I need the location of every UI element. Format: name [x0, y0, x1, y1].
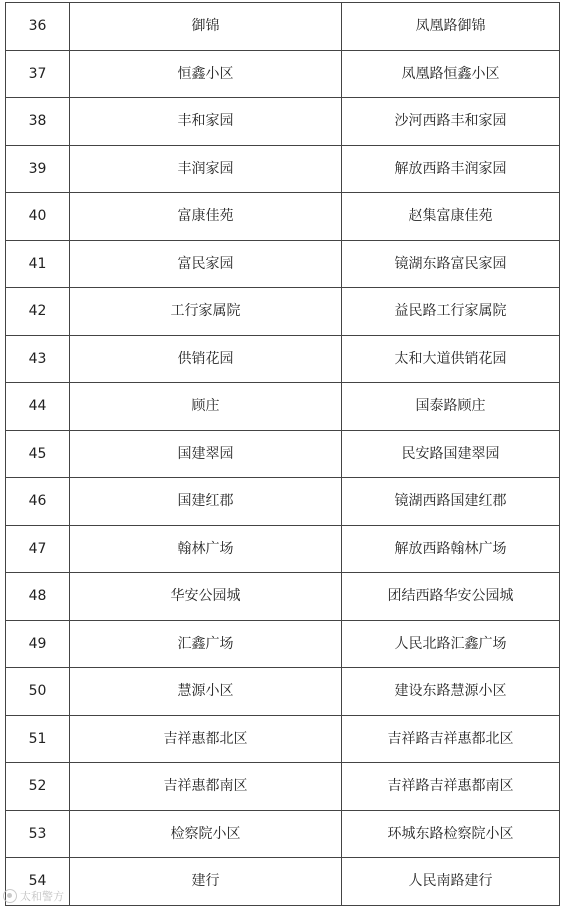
row-number: 38: [6, 98, 70, 146]
row-number: 41: [6, 240, 70, 288]
community-address: 人民北路汇鑫广场: [342, 620, 560, 668]
row-number: 44: [6, 383, 70, 431]
community-address: 镜湖东路富民家园: [342, 240, 560, 288]
table-row: [6, 3, 560, 51]
community-address: 镜湖西路国建红郡: [342, 478, 560, 526]
community-address: 沙河西路丰和家园: [342, 98, 560, 146]
community-name: 国建翠园: [70, 430, 342, 478]
table-row: [6, 335, 560, 383]
community-address: 凤凰路恒鑫小区: [342, 50, 560, 98]
community-name: 建行: [70, 858, 342, 906]
table-row: [6, 715, 560, 763]
community-name: 御锦: [70, 3, 342, 51]
table-row: [6, 525, 560, 573]
row-number: 51: [6, 715, 70, 763]
community-name: 华安公园城: [70, 573, 342, 621]
community-address: 吉祥路吉祥惠都南区: [342, 763, 560, 811]
community-name: 供销花园: [70, 335, 342, 383]
watermark-logo-icon: [3, 889, 17, 903]
community-address: 凤凰路御锦: [342, 3, 560, 51]
row-number: 36: [6, 3, 70, 51]
community-name: 顾庄: [70, 383, 342, 431]
community-address: 建设东路慧源小区: [342, 668, 560, 716]
row-number: 43: [6, 335, 70, 383]
row-number: 53: [6, 810, 70, 858]
row-number: 47: [6, 525, 70, 573]
row-number: 45: [6, 430, 70, 478]
table-row: [6, 145, 560, 193]
community-address: 人民南路建行: [342, 858, 560, 906]
table-row: [6, 668, 560, 716]
row-number: 37: [6, 50, 70, 98]
community-address: 解放西路翰林广场: [342, 525, 560, 573]
community-name: 吉祥惠都北区: [70, 715, 342, 763]
community-address: 吉祥路吉祥惠都北区: [342, 715, 560, 763]
community-name: 翰林广场: [70, 525, 342, 573]
community-name: 工行家属院: [70, 288, 342, 336]
table-row: [6, 620, 560, 668]
table-row: [6, 193, 560, 241]
community-name: 国建红郡: [70, 478, 342, 526]
community-name: 富康佳苑: [70, 193, 342, 241]
community-address: 解放西路丰润家园: [342, 145, 560, 193]
community-name: 丰和家园: [70, 98, 342, 146]
table-row: [6, 858, 560, 906]
table-row: [6, 763, 560, 811]
community-address: 国泰路顾庄: [342, 383, 560, 431]
watermark-text: 太和警方: [20, 890, 64, 903]
row-number: 42: [6, 288, 70, 336]
community-name: 吉祥惠都南区: [70, 763, 342, 811]
table-row: [6, 288, 560, 336]
row-number: 54: [6, 858, 70, 906]
community-address: 太和大道供销花园: [342, 335, 560, 383]
table-row: [6, 50, 560, 98]
row-number: 48: [6, 573, 70, 621]
table-row: [6, 478, 560, 526]
community-address: 团结西路华安公园城: [342, 573, 560, 621]
table-row: [6, 430, 560, 478]
row-number: 50: [6, 668, 70, 716]
community-table: [5, 2, 560, 906]
community-address: 民安路国建翠园: [342, 430, 560, 478]
row-number: 52: [6, 763, 70, 811]
row-number: 40: [6, 193, 70, 241]
row-number: 39: [6, 145, 70, 193]
table-row: [6, 810, 560, 858]
community-name: 汇鑫广场: [70, 620, 342, 668]
community-name: 慧源小区: [70, 668, 342, 716]
table-row: [6, 573, 560, 621]
community-name: 检察院小区: [70, 810, 342, 858]
watermark: [3, 888, 64, 904]
community-address: 赵集富康佳苑: [342, 193, 560, 241]
community-name: 恒鑫小区: [70, 50, 342, 98]
community-address: 环城东路检察院小区: [342, 810, 560, 858]
community-address: 益民路工行家属院: [342, 288, 560, 336]
table-row: [6, 98, 560, 146]
table-row: [6, 240, 560, 288]
row-number: 49: [6, 620, 70, 668]
community-name: 富民家园: [70, 240, 342, 288]
community-name: 丰润家园: [70, 145, 342, 193]
row-number: 46: [6, 478, 70, 526]
table-row: [6, 383, 560, 431]
